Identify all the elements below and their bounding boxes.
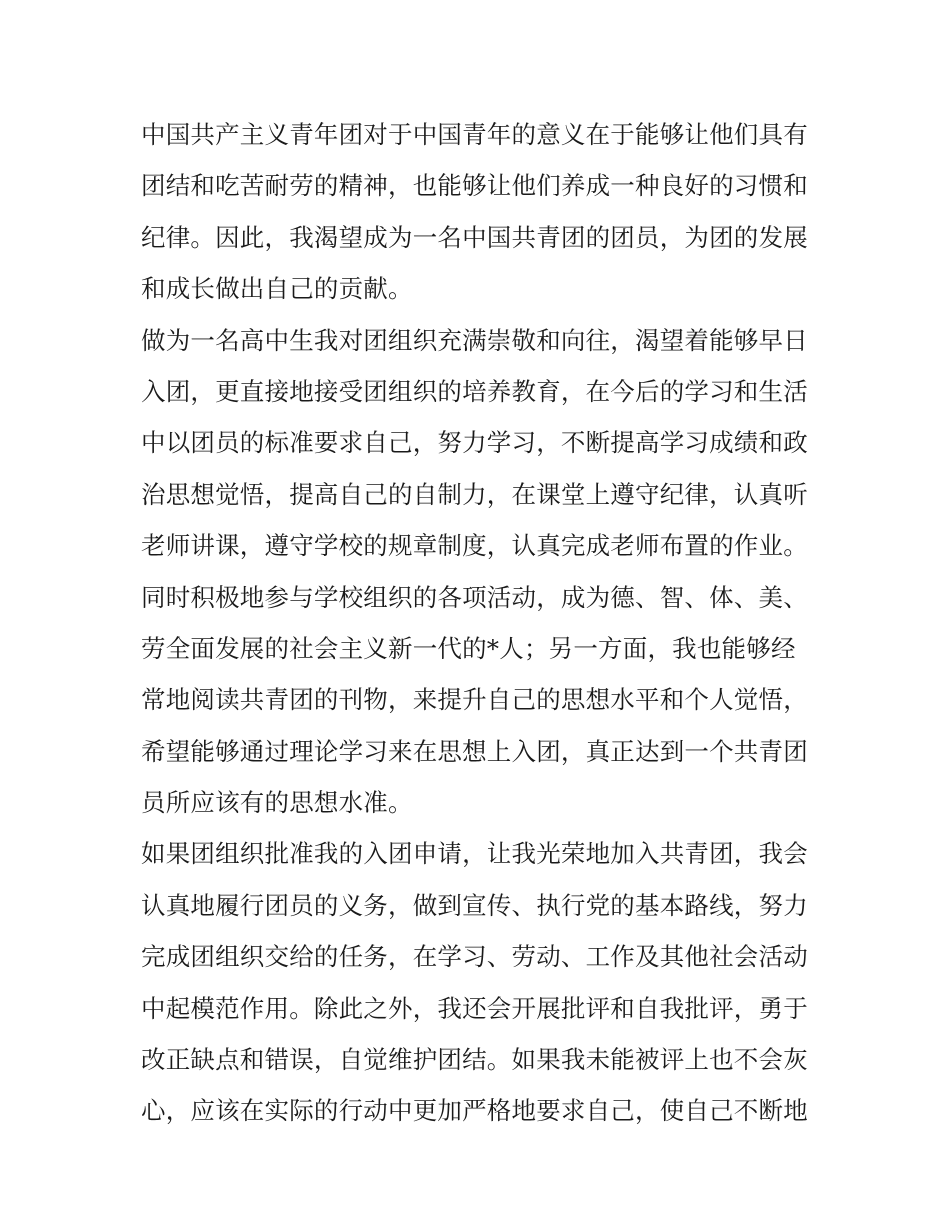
- text-line: 入团，更直接地接受团组织的培养教育，在今后的学习和生活: [141, 376, 808, 406]
- document-body: [141, 109, 821, 1137]
- text-line: 做为一名高中生我对团组织充满崇敬和向往，渴望着能够早日: [141, 325, 808, 355]
- text-line: 如果团组织批准我的入团申请，让我光荣地加入共青团，我会: [141, 839, 808, 869]
- text-line: 常地阅读共青团的刊物，来提升自己的思想水平和个人觉悟，: [141, 685, 808, 715]
- text-line: 中国共产主义青年团对于中国青年的意义在于能够让他们具有: [141, 120, 808, 149]
- text-line: 改正缺点和错误，自觉维护团结。如果我未能被评上也不会灰: [141, 1045, 808, 1075]
- text-line: 员所应该有的思想水准。: [141, 788, 413, 818]
- text-line: 同时积极地参与学校组织的各项活动，成为德、智、体、美、: [141, 582, 808, 612]
- text-line: 认真地履行团员的义务，做到宣传、执行党的基本路线，努力: [141, 890, 808, 920]
- text-line: 老师讲课，遵守学校的规章制度，认真完成老师布置的作业。: [141, 531, 808, 561]
- text-line: 团结和吃苦耐劳的精神，也能够让他们养成一种良好的习惯和: [141, 171, 808, 201]
- text-line: 希望能够通过理论学习来在思想上入团，真正达到一个共青团: [141, 736, 808, 766]
- text-line: 中起模范作用。除此之外，我还会开展批评和自我批评，勇于: [141, 993, 808, 1023]
- text-line: 完成团组织交给的任务，在学习、劳动、工作及其他社会活动: [141, 942, 808, 972]
- text-line: 中以团员的标准要求自己，努力学习，不断提高学习成绩和政: [141, 428, 808, 458]
- text-line: 纪律。因此，我渴望成为一名中国共青团的团员，为团的发展: [141, 222, 808, 252]
- text-line: 心，应该在实际的行动中更加严格地要求自己，使自己不断地: [141, 1096, 808, 1126]
- text-line: 治思想觉悟，提高自己的自制力，在课堂上遵守纪律，认真听: [141, 479, 808, 509]
- text-line: 劳全面发展的社会主义新一代的*人；另一方面，我也能够经: [141, 633, 796, 663]
- text-line: 和成长做出自己的贡献。: [141, 274, 413, 304]
